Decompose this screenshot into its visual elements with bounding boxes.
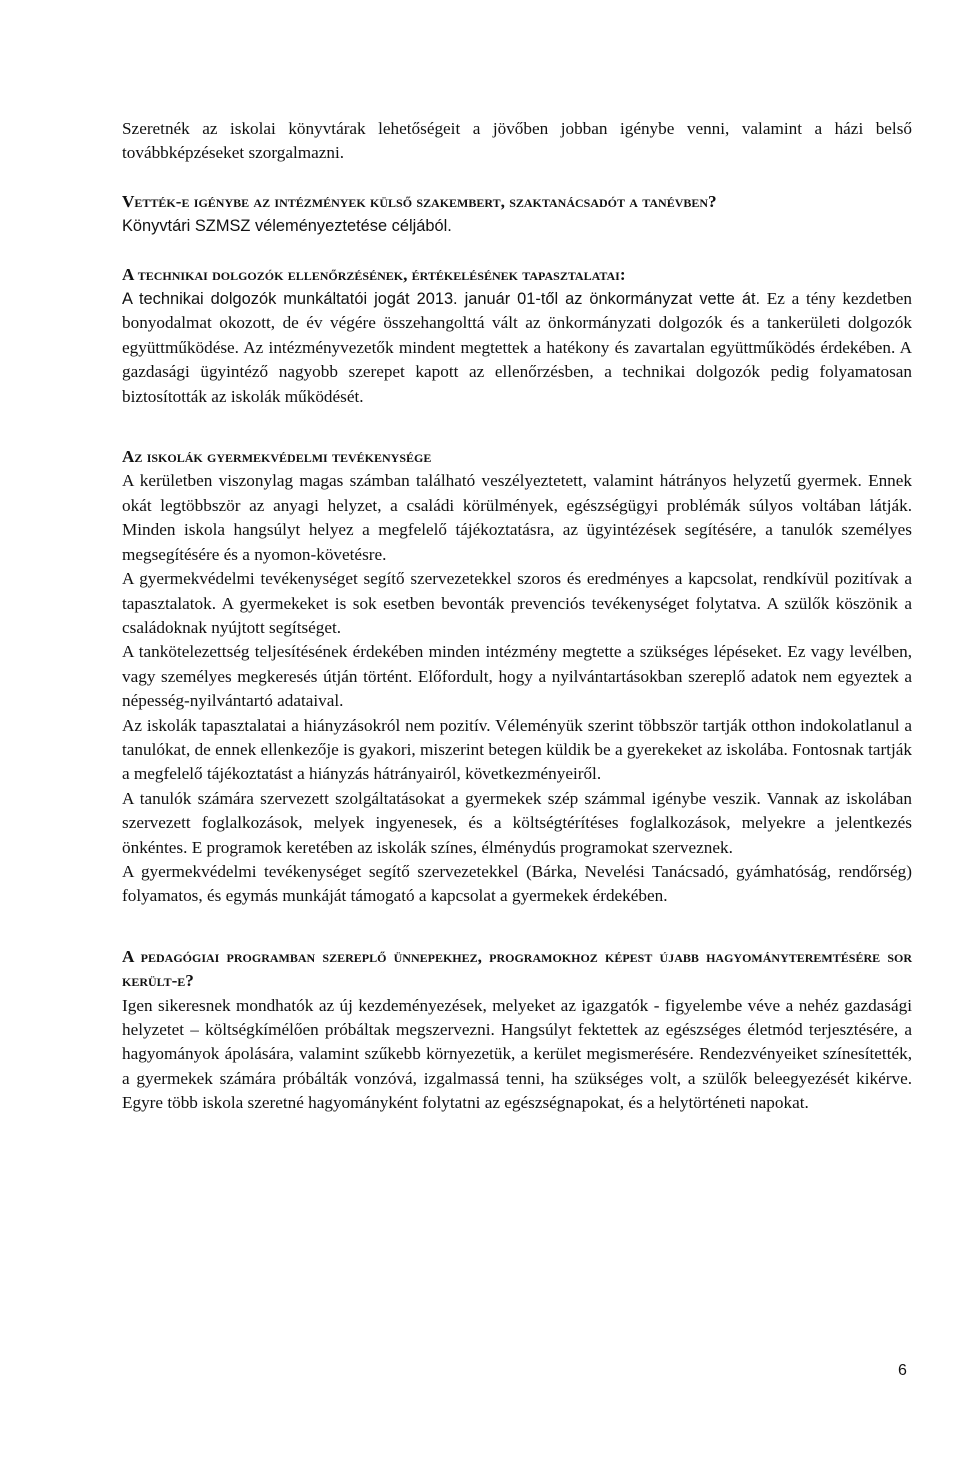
section-heading-technical-staff: A technikai dolgozók ellenőrzésének, értékelésének tapasztalatai:	[122, 264, 626, 284]
technical-staff-paragraph	[122, 287, 912, 409]
document-body	[122, 117, 912, 1116]
spacer	[122, 409, 912, 445]
intro-paragraph: Szeretnék az iskolai könyvtárak lehetőségeit a jövőben jobban igénybe venni, valamint a házi belső továbbképzéseket szorgalmazni.	[122, 119, 912, 163]
spacer	[122, 239, 912, 263]
spacer	[122, 166, 912, 190]
section-heading-child-protection: Az iskolák gyermekvédelmi tevékenysége	[122, 447, 432, 467]
technical-staff-rest: Ez a tény kezdetben bonyodalmat okozott, de év végére összehangolttá vált az önkormányzati dolgozók és a tankerületi dolgozók együttműködése. Az intézményvezetők mindent megtettek a hatékony és zavartalan együttműködés érdekében. A gazdasági ügyintéző nagyobb szerepet kapott az ellenőrzésben, a technikai dolgozók pedig folyamatosan biztosították az iskolák működését.	[122, 289, 912, 406]
child-protection-paragraph: A tankötelezettség teljesítésének érdekében minden intézmény megtette a szükséges lépéseket. Ez vagy levélben, vagy személyes megkeresés útján történt. Előfordult, hogy a nyilvántartásokban szereplő adatok nem egyeztek a népesség-nyilvántartó adataival.	[122, 642, 912, 711]
child-protection-paragraph: A tanulók számára szervezett szolgáltatásokat a gyermekek szép számmal igénybe veszik. Vannak az iskolában szervezett foglalkozások, melyek ingyenesek, és a költségtérítéses foglalkozások, melyekre a jelentkezés önkéntes. E programok keretében az iskolák színes, élménydús programokat szerveznek.	[122, 788, 912, 857]
child-protection-paragraph: A kerületben viszonylag magas számban található veszélyeztetett, valamint hátrányos helyzetű gyermek. Ennek okát legtöbbször az anyagi helyzet, a családi körülmények, egészségügyi problémák súlyos voltában látják. Minden iskola hangsúlyt helyez a megfelelő tájékoztatásra, az ügyintézések segítésére, a tanulók személyes megsegítésére és a nyomon-követésre.	[122, 471, 912, 564]
child-protection-paragraph: Az iskolák tapasztalatai a hiányzásokról nem pozitív. Véleményük szerint többször tartják otthon indokolatlanul a tanulókat, de ennek ellenkezője is gyakori, miszerint betegen küldik be a gyerekeket az iskolába. Fontosnak tartják a megfelelő tájékoztatást a hiányzás hátrányairól, következményeiről.	[122, 715, 912, 784]
page-number: 6	[898, 1362, 907, 1379]
child-protection-paragraph: A gyermekvédelmi tevékenységet segítő szervezetekkel szoros és eredményes a kapcsolat, rendkívül pozitívak a tapasztalatok. A gyermekeket is sok esetben bevonták prevenciós tevékenységet folytatva. A szülők köszönik a családoknak nyújtott segítséget.	[122, 569, 912, 637]
external-experts-answer: Könyvtári SZMSZ véleményeztetése céljából.	[122, 217, 452, 236]
new-traditions-paragraph: Igen sikeresnek mondhatók az új kezdeményezések, melyeket az igazgatók - figyelembe véve a nehéz gazdasági helyzetet – költségkímélően próbáltak megszervezni. Hangsúlyt fektettek az egészséges életmód terjesztésére, a hagyományok ápolására, valamint szűkebb környezetük, a kerület megismerésére. Rendezvényeiket színesítették, a gyermekek számára próbálták vonzóvá, izgalmassá tenni, ha szükséges volt, a szülők beleegyezését kikérve. Egyre több iskola szeretné hagyományként folytatni az egészségnapokat, és a helytörténeti napokat.	[122, 995, 912, 1113]
child-protection-paragraph: A gyermekvédelmi tevékenységet segítő szervezetekkel (Bárka, Nevelési Tanácsadó, gyámhatóság, rendőrség) folyamatos, és egymás munkáját támogató a kapcsolat a gyermekek érdekében.	[122, 861, 912, 906]
section-heading-external-experts: Vették-e igénybe az intézmények külső szakembert, szaktanácsadót a tanévben?	[122, 191, 717, 211]
section-heading-new-traditions: A pedagógiai programban szereplő ünnepekhez, programokhoz képest újabb hagyományteremtésére sor került-e?	[122, 946, 912, 991]
spacer	[122, 909, 912, 945]
technical-staff-lead-sentence: A technikai dolgozók munkáltatói jogát 2013. január 01-től az önkormányzat vette át.	[122, 290, 761, 309]
